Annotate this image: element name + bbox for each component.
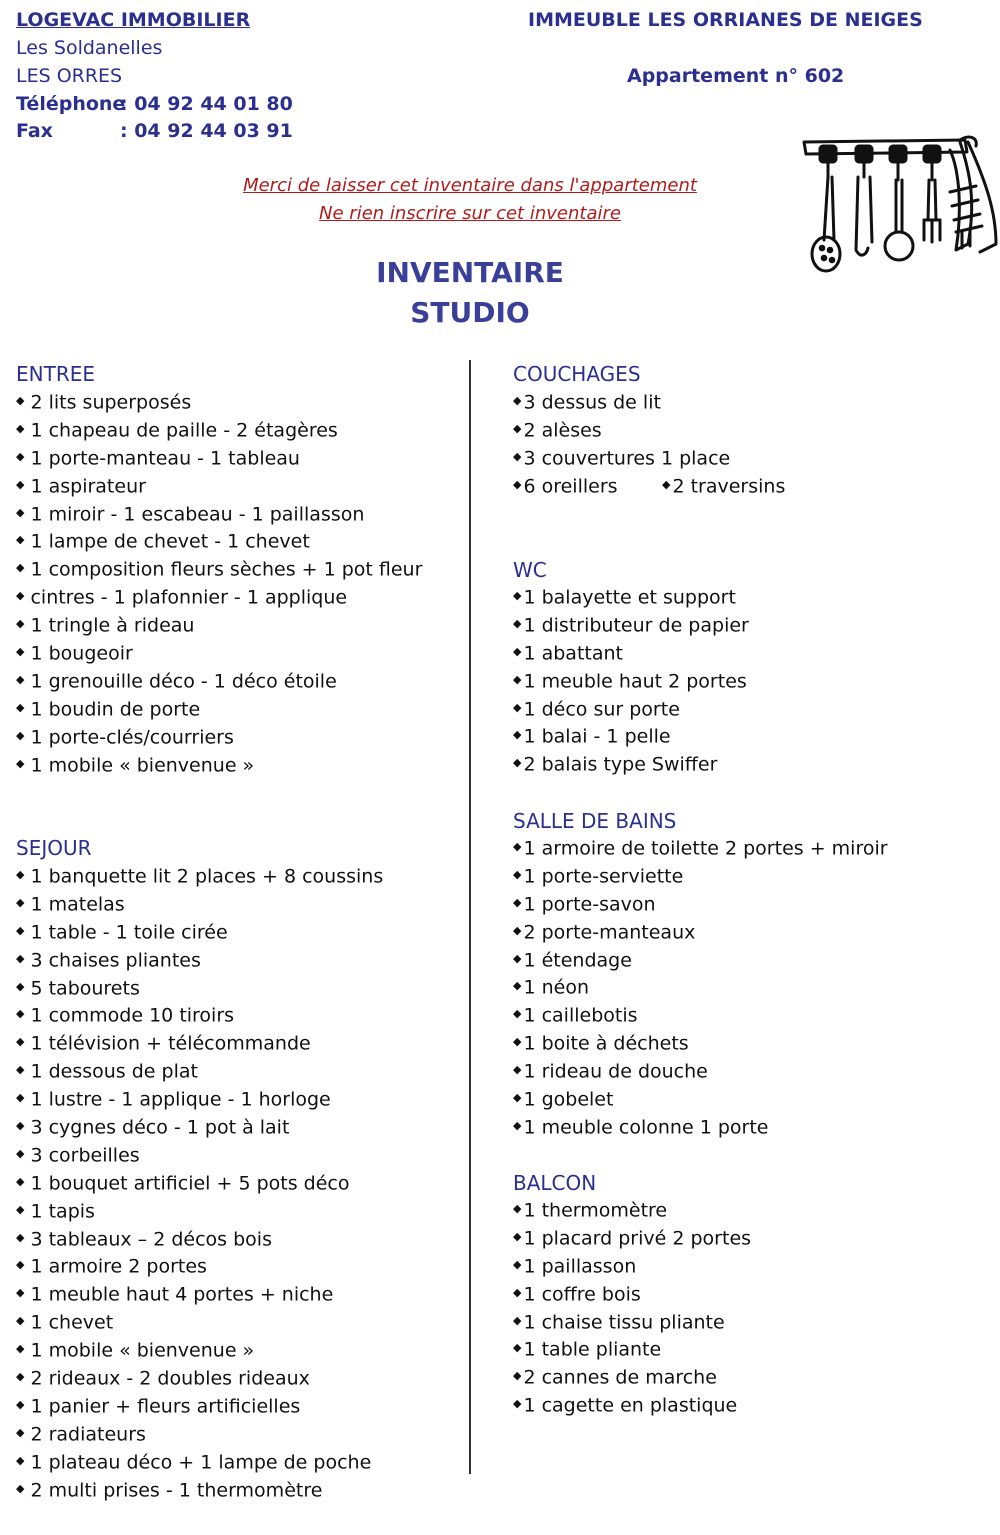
list-entree [16,389,422,779]
bullet-icon: ◆ [662,478,671,491]
list-item [16,891,383,919]
list-item-text: 5 tabourets [30,977,140,1000]
list-item [16,1058,383,1086]
list-item [16,1002,383,1030]
bullet-icon: ◆ [16,617,25,631]
list-item [513,1030,888,1058]
agency-phone-label: Téléphone [16,93,126,115]
list-item-text: 2 balais type Swiffer [523,753,718,776]
bullet-icon: ◆ [16,672,25,686]
list-item-text: 1 bouquet artificiel + 5 pots déco [30,1172,350,1195]
bullet-icon: ◆ [16,1119,25,1133]
list-item [16,1365,383,1393]
list-item-text: 1 meuble colonne 1 porte [523,1116,769,1139]
bullet-icon: ◆ [513,616,522,630]
list-item-text: 1 plateau déco + 1 lampe de poche [30,1451,372,1474]
bullet-icon: ◆ [513,1257,522,1271]
list-item-text: 1 armoire de toilette 2 portes + miroir [523,837,888,860]
list-item-text: cintres - 1 plafonnier - 1 applique [30,586,348,609]
list-item [16,975,383,1003]
list-item [16,473,422,501]
list-item [16,1198,383,1226]
list-item-text: 3 couvertures 1 place [523,447,731,470]
bullet-icon: ◆ [16,421,25,435]
bullet-icon: ◆ [513,478,522,491]
bullet-icon: ◆ [16,1202,25,1216]
bullet-icon: ◆ [16,756,25,770]
list-item-text: 1 mobile « bienvenue » [30,1339,255,1362]
agency-fax-label: Fax [16,120,53,142]
list-item-text: 1 étendage [523,949,632,972]
bullet-icon: ◆ [16,1230,25,1244]
bullet-icon: ◆ [513,1229,522,1243]
list-item [16,1226,383,1254]
list-item-text: 1 table pliante [523,1338,662,1361]
list-item [16,389,422,417]
section-title-salle-de-bains: SALLE DE BAINS [513,809,677,833]
list-item-text: 1 coffre bois [523,1283,641,1306]
bullet-icon: ◆ [16,1453,25,1467]
list-item-text: 6 oreillers [523,475,618,498]
list-item [16,584,422,612]
list-item-text: 2 alèses [523,419,602,442]
list-item [16,947,383,975]
bullet-icon: ◆ [513,1063,522,1077]
list-item [16,1114,383,1142]
list-item [513,1281,751,1309]
list-item [513,584,749,612]
list-item [16,724,422,752]
list-item [16,1030,383,1058]
list-item-text: 1 porte-clés/courriers [30,726,234,749]
bullet-icon: ◆ [513,840,522,853]
document-title: INVENTAIRE [376,256,564,289]
list-item-text: 1 porte-savon [523,893,656,916]
list-item-text: 1 meuble haut 2 portes [523,670,747,693]
section-title-balcon: BALCON [513,1171,597,1195]
list-item-text: 1 dessous de plat [30,1060,198,1083]
list-item [513,751,749,779]
agency-address-line1: Les Soldanelles [16,37,163,59]
list-item [513,1114,888,1142]
bullet-icon: ◆ [16,1342,25,1356]
bullet-icon: ◆ [513,589,522,602]
bullet-icon: ◆ [513,1007,522,1021]
bullet-icon: ◆ [513,867,522,881]
section-title-sejour: SEJOUR [16,836,92,860]
list-item-text: 1 mobile « bienvenue » [30,754,255,777]
bullet-icon: ◆ [16,1007,25,1021]
list-item-text: 1 rideau de douche [523,1060,708,1083]
list-item [16,1449,383,1477]
list-item [16,417,422,445]
list-sejour [16,863,383,1504]
list-item-text: 1 balai - 1 pelle [523,725,671,748]
bullet-icon: ◆ [16,1425,25,1439]
list-item [16,863,383,891]
bullet-icon: ◆ [16,449,25,463]
list-item [513,417,730,445]
list-item [513,1309,751,1337]
list-item [513,863,888,891]
list-item [513,1225,751,1253]
notice-line2: Ne rien inscrire sur cet inventaire [319,203,621,224]
bullet-icon: ◆ [16,1481,25,1495]
list-item [513,612,749,640]
list-item [16,696,422,724]
list-item-text: 1 boudin de porte [30,698,201,721]
list-item [513,891,888,919]
list-item-text: 2 rideaux - 2 doubles rideaux [30,1367,310,1390]
list-item [16,919,383,947]
list-salle-de-bains [513,835,888,1142]
agency-fax: : 04 92 44 03 91 [120,120,293,142]
list-item [16,1393,383,1421]
bullet-icon: ◆ [16,951,25,965]
list-item-text: 3 dessus de lit [523,391,661,414]
list-item [513,1058,888,1086]
bullet-icon: ◆ [16,868,25,881]
bullet-icon: ◆ [16,645,25,659]
list-item-text: 3 chaises pliantes [30,949,201,972]
list-item-text: 1 composition fleurs sèches + 1 pot fleur [30,558,423,581]
list-item-text: 2 cannes de marche [523,1366,717,1389]
list-item-text: 1 bougeoir [30,642,133,665]
list-item-text: 1 gobelet [523,1088,614,1111]
bullet-icon: ◆ [513,394,522,407]
bullet-icon: ◆ [16,1286,25,1300]
list-item-text: 2 radiateurs [30,1423,146,1446]
bullet-icon: ◆ [513,644,522,658]
bullet-icon: ◆ [16,1370,25,1384]
bullet-icon: ◆ [16,1174,25,1188]
list-couchages [513,389,730,473]
bullet-icon: ◆ [513,756,522,770]
list-item-text: 1 miroir - 1 escabeau - 1 paillasson [30,503,365,526]
list-item-text: 1 panier + fleurs artificielles [30,1395,301,1418]
notice-line1: Merci de laisser cet inventaire dans l'appartement [243,175,697,196]
bullet-icon: ◆ [513,1397,522,1411]
section-title-couchages: COUCHAGES [513,362,641,386]
list-item [513,1364,751,1392]
list-item-text: 1 grenouille déco - 1 déco étoile [30,670,337,693]
list-item [16,612,422,640]
list-item [16,752,422,780]
list-item-text: 1 aspirateur [30,475,146,498]
bullet-icon: ◆ [513,728,522,742]
list-item-text: 1 porte-manteau - 1 tableau [30,447,300,470]
list-item-text: 1 déco sur porte [523,698,680,721]
bullet-icon: ◆ [16,1091,25,1105]
list-item-text: 1 banquette lit 2 places + 8 coussins [30,865,384,888]
list-item [16,1421,383,1449]
list-item [16,1170,383,1198]
bullet-icon: ◆ [16,1258,25,1272]
list-item-text: 1 balayette et support [523,586,736,609]
bullet-icon: ◆ [513,421,522,435]
list-item [513,1086,888,1114]
list-item [513,640,749,668]
list-item-text: 1 boite à déchets [523,1032,689,1055]
bullet-icon: ◆ [513,1118,522,1132]
bullet-icon: ◆ [513,1313,522,1327]
bullet-icon: ◆ [16,700,25,714]
list-item [513,835,888,863]
list-item-text: 2 lits superposés [30,391,192,414]
list-wc [513,584,749,779]
list-item-text: 2 traversins [672,475,786,498]
list-item [16,1281,383,1309]
bullet-icon: ◆ [16,394,25,407]
list-item-text: 1 paillasson [523,1255,637,1278]
section-title-entree: ENTREE [16,362,95,386]
list-item [16,640,422,668]
list-item-text: 2 porte-manteaux [523,921,696,944]
list-item [513,696,749,724]
list-item [16,1477,383,1505]
list-item [662,473,785,501]
bullet-icon: ◆ [513,1202,522,1215]
list-item-text: 1 meuble haut 4 portes + niche [30,1283,334,1306]
list-item [16,1142,383,1170]
bullet-icon: ◆ [513,449,522,463]
list-item-text: 2 multi prises - 1 thermomètre [30,1479,323,1502]
bullet-icon: ◆ [513,895,522,909]
list-item [513,1002,888,1030]
list-item-text: 1 télévision + télécommande [30,1032,311,1055]
bullet-icon: ◆ [16,728,25,742]
kitchen-utensils-icon [800,132,1000,277]
list-item [513,473,618,501]
list-item-text: 1 caillebotis [523,1004,638,1027]
list-item-text: 3 cygnes déco - 1 pot à lait [30,1116,290,1139]
list-item [16,445,422,473]
list-item-text: 1 porte-serviette [523,865,684,888]
list-item-text: 1 distributeur de papier [523,614,749,637]
list-item [16,556,422,584]
list-item [16,1086,383,1114]
bullet-icon: ◆ [513,1091,522,1105]
list-item [16,668,422,696]
section-title-wc: WC [513,558,547,582]
list-item-text: 1 tapis [30,1200,95,1223]
list-item [16,1337,383,1365]
list-item-text: 1 lampe de chevet - 1 chevet [30,530,310,553]
list-balcon [513,1197,751,1420]
apartment-number: Appartement n° 602 [627,65,845,87]
list-item [513,947,888,975]
bullet-icon: ◆ [16,979,25,993]
bullet-icon: ◆ [16,895,25,909]
list-item-text: 1 néon [523,976,589,999]
list-item-text: 3 tableaux – 2 décos bois [30,1228,272,1251]
bullet-icon: ◆ [16,533,25,547]
bullet-icon: ◆ [513,672,522,686]
bullet-icon: ◆ [16,505,25,519]
bullet-icon: ◆ [513,923,522,937]
bullet-icon: ◆ [513,979,522,993]
bullet-icon: ◆ [513,1285,522,1299]
list-item [513,1197,751,1225]
list-item [513,1336,751,1364]
list-item-text: 1 cagette en plastique [523,1394,738,1417]
bullet-icon: ◆ [513,1369,522,1383]
bullet-icon: ◆ [16,477,25,491]
building-name: IMMEUBLE LES ORRIANES DE NEIGES [528,9,923,31]
list-item [513,1253,751,1281]
document-subtitle: STUDIO [410,296,530,329]
list-item [513,723,749,751]
list-item-text: 1 table - 1 toile cirée [30,921,228,944]
list-item [513,974,888,1002]
bullet-icon: ◆ [16,589,25,603]
agency-name: LOGEVAC IMMOBILIER [16,9,251,31]
list-item [16,528,422,556]
list-item-text: 1 matelas [30,893,125,916]
list-item-text: 1 abattant [523,642,623,665]
bullet-icon: ◆ [513,700,522,714]
list-item-text: 1 chapeau de paille - 2 étagères [30,419,338,442]
list-item [513,919,888,947]
list-item [16,1309,383,1337]
list-item-text: 1 tringle à rideau [30,614,195,637]
list-item [513,1392,751,1420]
bullet-icon: ◆ [16,1035,25,1049]
bullet-icon: ◆ [16,561,25,575]
list-item-text: 1 thermomètre [523,1199,668,1222]
list-item [513,668,749,696]
list-item-text: 3 corbeilles [30,1144,140,1167]
bullet-icon: ◆ [16,923,25,937]
list-item-text: 1 chaise tissu pliante [523,1311,725,1334]
list-item-text: 1 lustre - 1 applique - 1 horloge [30,1088,331,1111]
bullet-icon: ◆ [16,1314,25,1328]
list-item [513,389,730,417]
list-item-text: 1 commode 10 tiroirs [30,1004,235,1027]
list-item [16,1253,383,1281]
agency-phone: : 04 92 44 01 80 [120,93,293,115]
list-item [513,445,730,473]
bullet-icon: ◆ [513,1035,522,1049]
list-item-text: 1 placard privé 2 portes [523,1227,752,1250]
bullet-icon: ◆ [513,951,522,965]
list-item [16,501,422,529]
list-item-text: 1 armoire 2 portes [30,1255,207,1278]
bullet-icon: ◆ [513,1341,522,1355]
column-divider [469,360,471,1474]
agency-address-line2: LES ORRES [16,65,123,87]
bullet-icon: ◆ [16,1397,25,1411]
bullet-icon: ◆ [16,1146,25,1160]
bullet-icon: ◆ [16,1063,25,1077]
list-item-text: 1 chevet [30,1311,114,1334]
